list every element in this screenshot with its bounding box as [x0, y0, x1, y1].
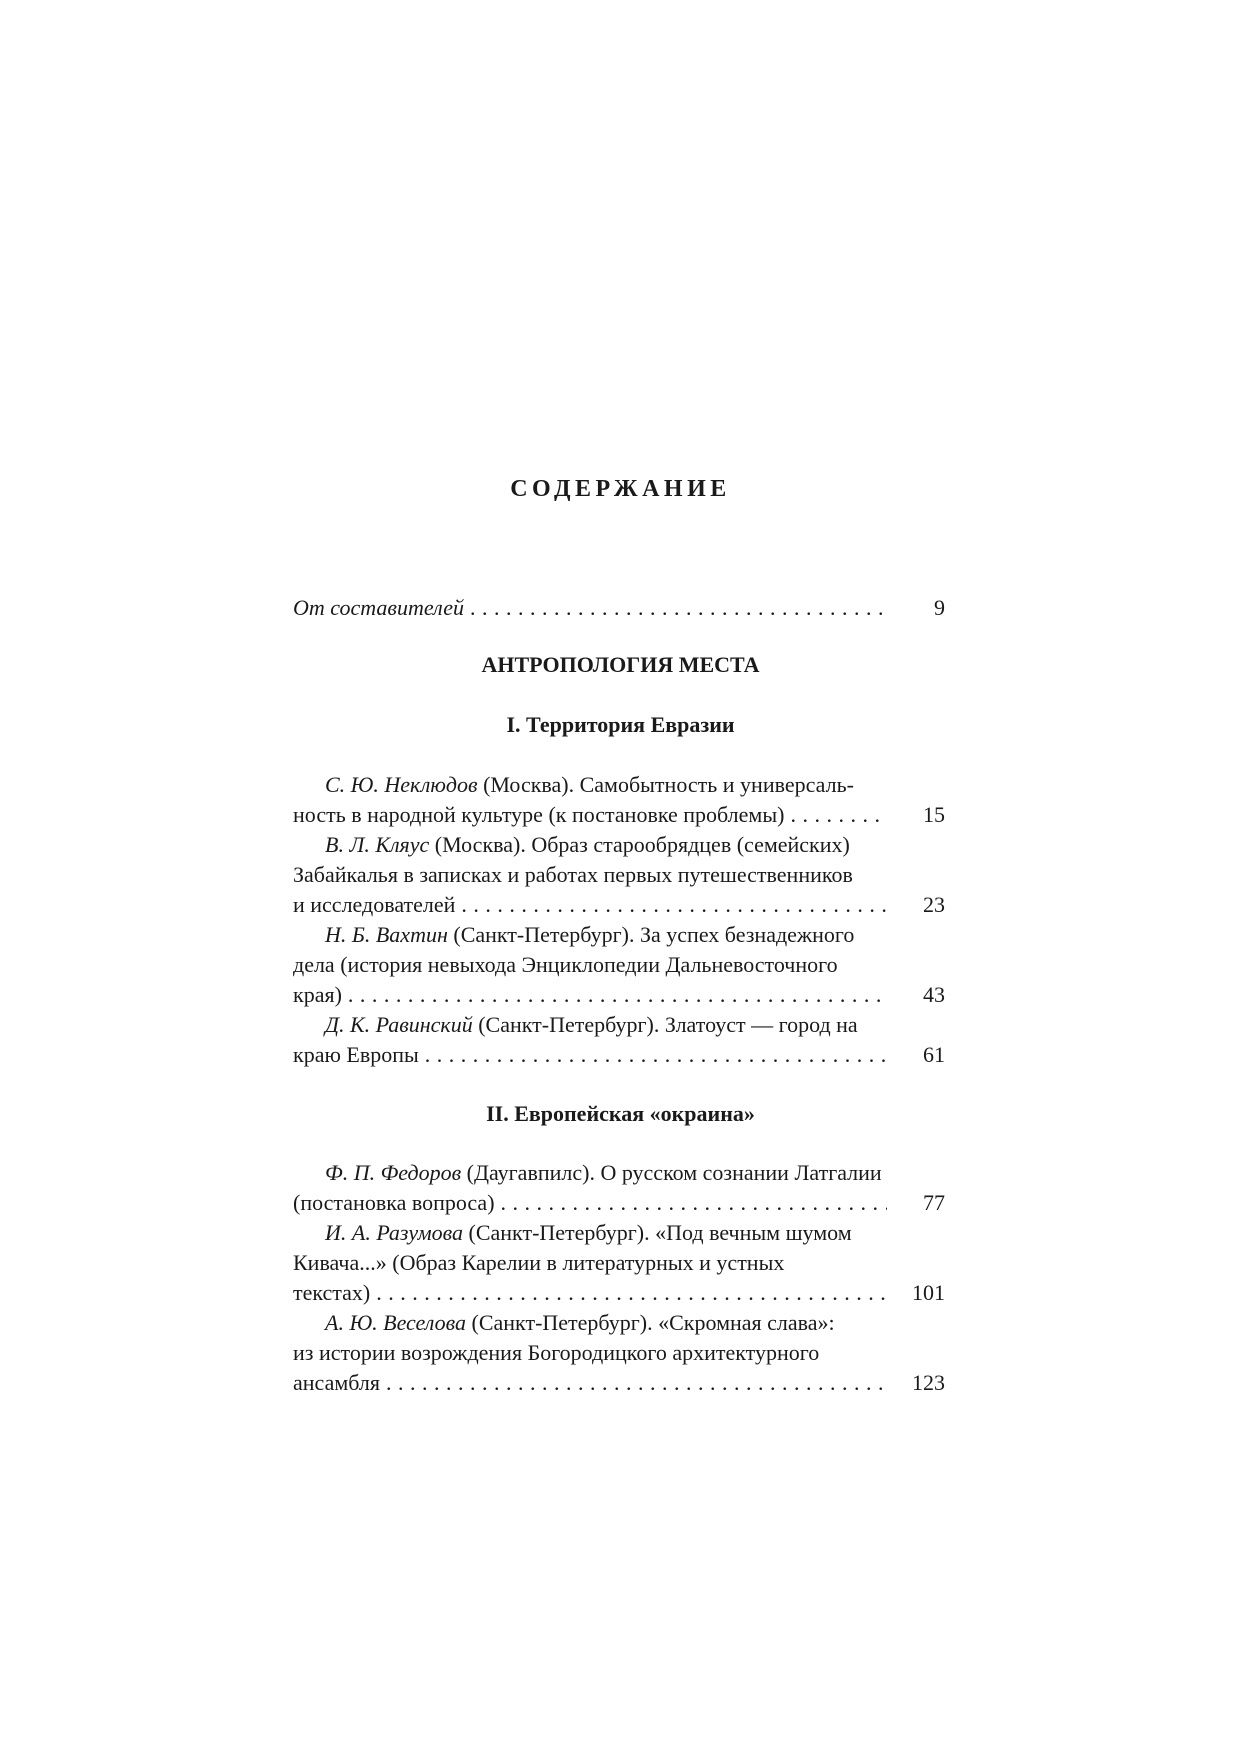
- toc-entry-preface[interactable]: [293, 593, 945, 623]
- toc-page-number: 23: [923, 892, 945, 917]
- toc-entry-line[interactable]: [325, 1158, 945, 1188]
- toc-page-number: 77: [923, 1190, 945, 1215]
- toc-entry-text: ансамбля: [293, 1370, 381, 1395]
- toc-author: Ф. П. Федоров: [325, 1160, 462, 1185]
- toc-entry-text: (Санкт-Петербург). Златоуст — город на: [472, 1012, 858, 1037]
- part-title: АНТРОПОЛОГИЯ МЕСТА: [481, 652, 760, 677]
- toc-entry-text: (Санкт-Петербург). «Скромная слава»:: [466, 1310, 835, 1335]
- toc-entry-line[interactable]: [293, 950, 945, 980]
- toc-entry-line[interactable]: [325, 1010, 945, 1040]
- toc-entry-text: текстах): [293, 1280, 371, 1305]
- toc-page-number: 9: [934, 595, 945, 620]
- toc-entry-text: края): [293, 982, 342, 1007]
- toc-entry-line[interactable]: [293, 1278, 945, 1308]
- toc-entry-line[interactable]: [325, 1218, 945, 1248]
- toc-entry-line[interactable]: [293, 860, 945, 890]
- toc-entry-text: из истории возрождения Богородицкого архитектурного: [293, 1340, 820, 1365]
- toc-page-number: 43: [923, 982, 945, 1007]
- page-title: СОДЕРЖАНИЕ: [510, 476, 731, 502]
- toc-page-number: 61: [923, 1042, 945, 1067]
- toc-entry-line[interactable]: [293, 1368, 945, 1398]
- toc-entry-line[interactable]: [293, 890, 945, 920]
- section-title: II. Европейская «окраина»: [486, 1101, 755, 1126]
- toc-page-number: 123: [912, 1370, 945, 1395]
- toc-entry-line[interactable]: [293, 1248, 945, 1278]
- toc-entry-text: (Даугавпилс). О русском сознании Латгалии: [461, 1160, 882, 1185]
- toc-author: С. Ю. Неклюдов: [325, 772, 478, 797]
- toc-entry-text: Забайкалья в записках и работах первых путешественников: [293, 862, 853, 887]
- toc-page-number: 15: [923, 802, 945, 827]
- toc-entry-line[interactable]: [293, 1188, 945, 1218]
- toc-entry-line[interactable]: [325, 1308, 945, 1338]
- toc-entry-text: (Москва). Образ старообрядцев (семейских): [429, 832, 850, 857]
- toc-author: Н. Б. Вахтин: [325, 922, 448, 947]
- toc-author: А. Ю. Веселова: [325, 1310, 467, 1335]
- toc-entry-text: (Санкт-Петербург). За успех безнадежного: [447, 922, 855, 947]
- toc-entry-text: Кивача...» (Образ Карелии в литературных и устных: [293, 1250, 785, 1275]
- toc-entry-text: (Санкт-Петербург). «Под вечным шумом: [463, 1220, 852, 1245]
- toc-entry-line[interactable]: [325, 830, 945, 860]
- toc-entry-text: (Москва). Самобытность и универсаль-: [477, 772, 854, 797]
- toc-entry-text: и исследователей: [293, 892, 456, 917]
- toc-entry-line[interactable]: [325, 770, 945, 800]
- section-title: I. Территория Евразии: [506, 712, 735, 737]
- toc-entry-text: (постановка вопроса): [293, 1190, 495, 1215]
- toc-entry-text: краю Европы: [293, 1042, 419, 1067]
- toc-entry-line[interactable]: [293, 1338, 945, 1368]
- toc-entry-line[interactable]: [325, 920, 945, 950]
- toc-entry-label: От составителей: [293, 595, 464, 620]
- toc-author: В. Л. Кляус: [325, 832, 430, 857]
- toc-entry-text: дела (история невыхода Энциклопедии Дальневосточного: [293, 952, 838, 977]
- toc-page-number: 101: [912, 1280, 945, 1305]
- toc-entry-text: ность в народной культуре (к постановке проблемы): [293, 802, 785, 827]
- toc-entry-line[interactable]: [293, 800, 945, 830]
- toc-author: Д. К. Равинский: [325, 1012, 473, 1037]
- toc-author: И. А. Разумова: [325, 1220, 464, 1245]
- toc-entry-line[interactable]: [293, 980, 945, 1010]
- toc-entry-line[interactable]: [293, 1040, 945, 1070]
